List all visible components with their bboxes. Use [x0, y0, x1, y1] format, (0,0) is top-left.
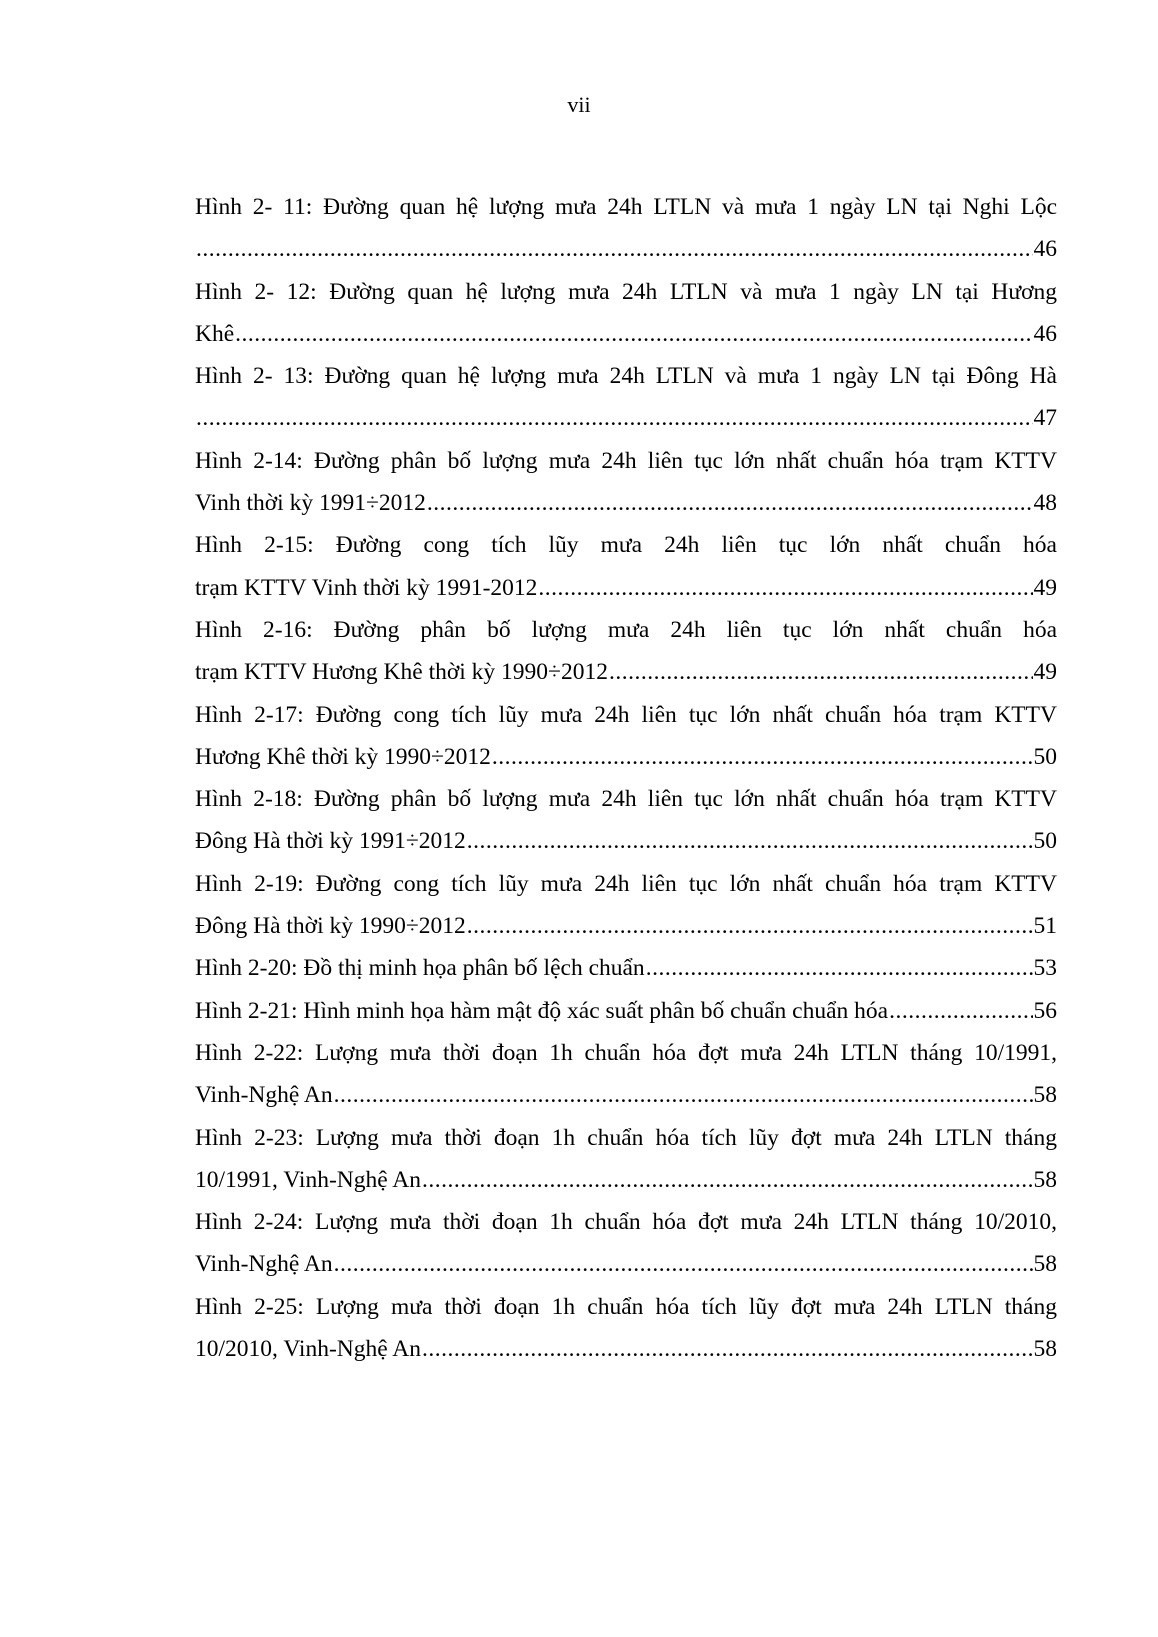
toc-entry[interactable] [195, 186, 1057, 271]
toc-entry[interactable] [195, 990, 1057, 1032]
toc-entry-title-line [195, 1286, 1057, 1328]
toc-entry-title: Hình 2-16: Đường phân bố lượng mưa 24h liên tục lớn nhất chuẩn hóa [195, 616, 1057, 643]
list-of-figures [195, 186, 1057, 1370]
toc-entry[interactable] [195, 271, 1057, 356]
toc-entry-title-line [195, 1117, 1057, 1159]
toc-entry[interactable] [195, 1286, 1057, 1371]
page-number: vii [567, 92, 591, 117]
toc-entry-leader-line [195, 947, 1057, 989]
toc-entry-title: Hình 2-14: Đường phân bố lượng mưa 24h liên tục lớn nhất chuẩn hóa trạm KTTV [195, 447, 1057, 474]
toc-entry-title: Hình 2-17: Đường cong tích lũy mưa 24h liên tục lớn nhất chuẩn hóa trạm KTTV [195, 701, 1057, 728]
toc-entry-title: Hình 2-22: Lượng mưa thời đoạn 1h chuẩn hóa đợt mưa 24h LTLN tháng 10/1991, [195, 1039, 1057, 1066]
toc-entry-leader-line [195, 228, 1057, 270]
toc-entry-title: Hình 2-20: Đồ thị minh họa phân bố lệch chuẩn [195, 955, 645, 982]
toc-entry-title-cont: 10/2010, Vinh-Nghệ An [195, 1336, 421, 1363]
toc-entry-title-cont: 10/1991, Vinh-Nghệ An [195, 1166, 421, 1193]
toc-entry-title-line [195, 355, 1057, 397]
toc-entry-title-cont: Khê [195, 320, 235, 347]
toc-entry-page: 48 [1033, 490, 1057, 517]
toc-entry-title-cont: Vinh thời kỳ 1991÷2012 [195, 490, 426, 517]
toc-entry-title: Hình 2- 13: Đường quan hệ lượng mưa 24h LTLN và mưa 1 ngày LN tại Đông Hà [195, 363, 1057, 390]
toc-entry-leader-line [195, 482, 1057, 524]
toc-entry[interactable] [195, 1117, 1057, 1202]
toc-entry-leader-line [195, 651, 1057, 693]
toc-entry-page: 56 [1033, 997, 1057, 1024]
dot-leader [235, 313, 1032, 355]
toc-entry-title-cont: Đông Hà thời kỳ 1990÷2012 [195, 913, 466, 940]
toc-entry-title-line [195, 440, 1057, 482]
toc-entry-title: Hình 2- 11: Đường quan hệ lượng mưa 24h LTLN và mưa 1 ngày LN tại Nghi Lộc [195, 194, 1057, 220]
toc-entry-title: Hình 2-19: Đường cong tích lũy mưa 24h liên tục lớn nhất chuẩn hóa trạm KTTV [195, 870, 1057, 897]
toc-entry-leader-line [195, 1243, 1057, 1285]
toc-entry-title-cont: Hương Khê thời kỳ 1990÷2012 [195, 743, 491, 770]
toc-entry-leader-line [195, 313, 1057, 355]
toc-entry-title-line [195, 778, 1057, 820]
dot-leader [196, 397, 1033, 439]
toc-entry[interactable] [195, 1032, 1057, 1117]
toc-entry-title-line [195, 1032, 1057, 1074]
toc-entry-page: 49 [1033, 659, 1057, 686]
toc-entry[interactable] [195, 524, 1057, 609]
toc-entry-page: 46 [1033, 236, 1057, 263]
toc-entry[interactable] [195, 440, 1057, 525]
toc-entry-page: 50 [1033, 828, 1057, 855]
toc-entry-page: 53 [1033, 955, 1057, 982]
toc-entry-leader-line [195, 567, 1057, 609]
toc-entry[interactable] [195, 1201, 1057, 1286]
dot-leader [538, 567, 1032, 609]
toc-entry-title-line [195, 863, 1057, 905]
toc-entry-title-line [195, 1201, 1057, 1243]
toc-entry-title-line [195, 186, 1057, 228]
toc-entry-title-line [195, 524, 1057, 566]
toc-entry-leader-line [195, 990, 1057, 1032]
toc-entry-title: Hình 2-23: Lượng mưa thời đoạn 1h chuẩn hóa tích lũy đợt mưa 24h LTLN tháng [195, 1124, 1057, 1151]
dot-leader [492, 736, 1033, 778]
dot-leader [467, 820, 1033, 862]
toc-entry-title-cont: Vinh-Nghệ An [195, 1251, 333, 1278]
toc-entry[interactable] [195, 694, 1057, 779]
dot-leader [646, 947, 1033, 989]
dot-leader [196, 228, 1033, 270]
toc-entry-title: Hình 2-21: Hình minh họa hàm mật độ xác suất phân bố chuẩn chuẩn hóa [195, 997, 889, 1024]
dot-leader [422, 1328, 1033, 1370]
toc-entry-title: Hình 2-18: Đường phân bố lượng mưa 24h liên tục lớn nhất chuẩn hóa trạm KTTV [195, 786, 1057, 813]
toc-entry-page: 49 [1033, 574, 1057, 601]
toc-entry-title-cont: trạm KTTV Hương Khê thời kỳ 1990÷2012 [195, 659, 608, 686]
toc-entry-title: Hình 2- 12: Đường quan hệ lượng mưa 24h LTLN và mưa 1 ngày LN tại Hương [195, 278, 1057, 305]
toc-entry-leader-line [195, 736, 1057, 778]
toc-entry-leader-line [195, 905, 1057, 947]
toc-entry[interactable] [195, 609, 1057, 694]
toc-entry-page: 58 [1033, 1166, 1057, 1193]
toc-entry-leader-line [195, 1159, 1057, 1201]
toc-entry-page: 47 [1033, 405, 1057, 432]
toc-entry-title-cont: trạm KTTV Vinh thời kỳ 1991-2012 [195, 574, 538, 601]
toc-entry[interactable] [195, 778, 1057, 863]
toc-entry-page: 58 [1033, 1251, 1057, 1278]
toc-entry-leader-line [195, 820, 1057, 862]
toc-entry-title-line [195, 694, 1057, 736]
dot-leader [427, 482, 1033, 524]
dot-leader [889, 990, 1032, 1032]
dot-leader [334, 1074, 1033, 1116]
toc-entry-leader-line [195, 1074, 1057, 1116]
dot-leader [422, 1159, 1033, 1201]
toc-entry-leader-line [195, 1328, 1057, 1370]
toc-entry-page: 51 [1033, 913, 1057, 940]
dot-leader [334, 1243, 1033, 1285]
toc-entry-title: Hình 2-15: Đường cong tích lũy mưa 24h liên tục lớn nhất chuẩn hóa [195, 532, 1057, 559]
toc-entry-title-cont: Vinh-Nghệ An [195, 1082, 333, 1109]
toc-entry-title-cont: Đông Hà thời kỳ 1991÷2012 [195, 828, 466, 855]
toc-entry-page: 58 [1033, 1082, 1057, 1109]
toc-entry-leader-line [195, 397, 1057, 439]
dot-leader [609, 651, 1033, 693]
toc-entry-page: 50 [1033, 743, 1057, 770]
toc-entry-page: 46 [1033, 320, 1057, 347]
toc-entry-page: 58 [1033, 1336, 1057, 1363]
toc-entry[interactable] [195, 863, 1057, 948]
toc-entry-title: Hình 2-24: Lượng mưa thời đoạn 1h chuẩn hóa đợt mưa 24h LTLN tháng 10/2010, [195, 1209, 1057, 1236]
toc-entry-title-line [195, 609, 1057, 651]
toc-entry[interactable] [195, 947, 1057, 989]
toc-entry-title: Hình 2-25: Lượng mưa thời đoạn 1h chuẩn hóa tích lũy đợt mưa 24h LTLN tháng [195, 1293, 1057, 1320]
toc-entry[interactable] [195, 355, 1057, 440]
toc-entry-title-line [195, 271, 1057, 313]
dot-leader [467, 905, 1033, 947]
